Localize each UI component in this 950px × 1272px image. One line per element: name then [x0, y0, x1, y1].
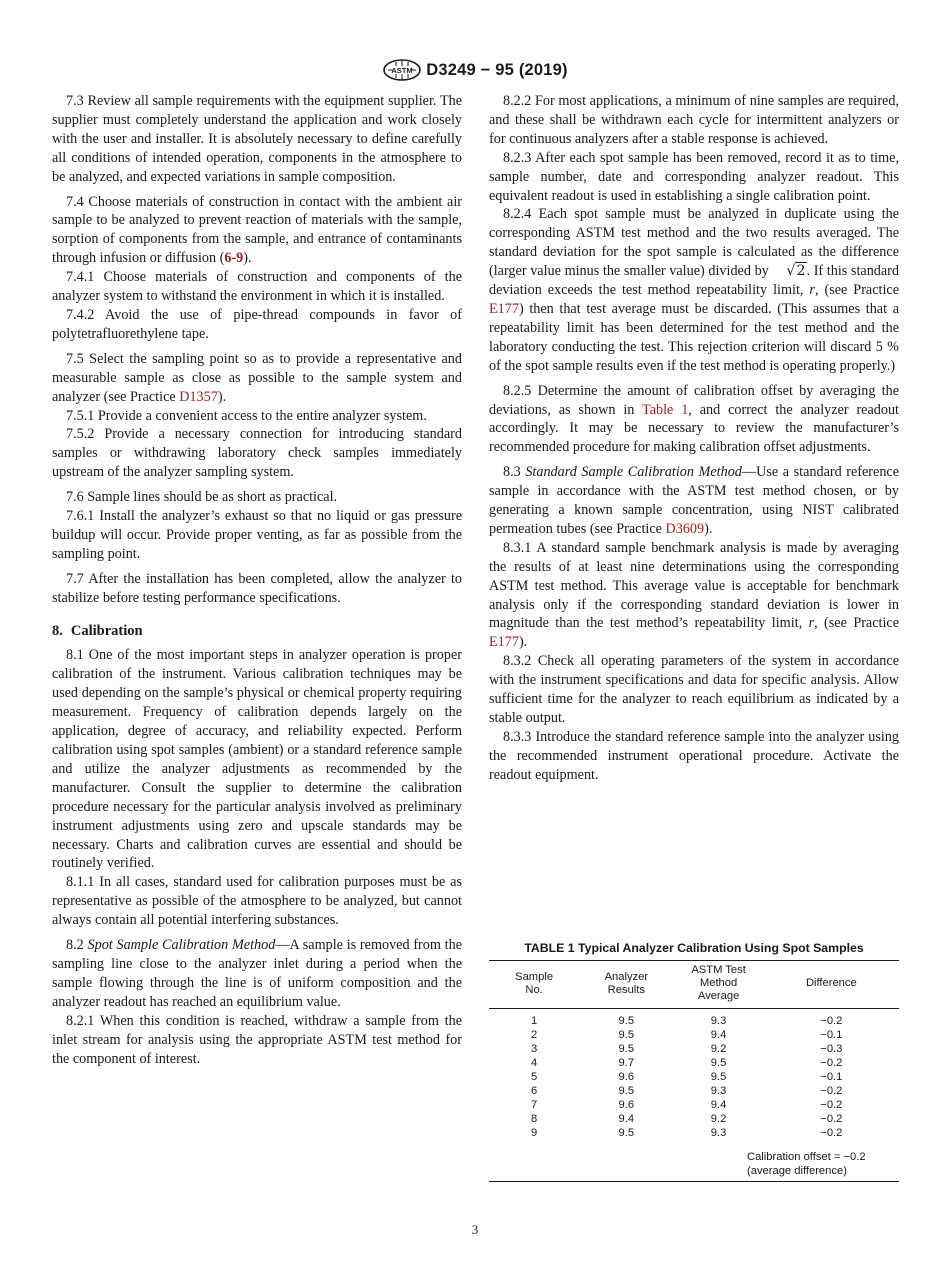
table-row: 7 9.6 9.4 −0.2	[530, 1099, 843, 1111]
table-row: 3 9.5 9.2 −0.3	[530, 1043, 843, 1055]
calibration-table	[489, 960, 899, 1140]
table-row: 6 9.5 9.3 −0.2	[530, 1085, 843, 1097]
paragraph-8-2-1: 8.2.1 When this condition is reached, withdraw a sample from the inlet stream for analysis using the appropriate ASTM test method for the component of interest.	[52, 1012, 462, 1067]
reference-link-6-9[interactable]: 6-9	[224, 250, 244, 267]
astm-logo-icon	[382, 59, 422, 81]
column-header-sample-no: Sample No.	[489, 961, 579, 1009]
paragraph-8-2-4: 8.2.4 Each spot sample must be analyzed in duplicate using the corresponding ASTM test method and the two results averaged. The standard deviation for the spot sample is calculated as the difference (larger value minus the smaller value) divided by √2. If this standard deviation exceeds the test method repeatability limit, r, (see Practice E177) then that test average must be discarded. (This assumes that a repeatability limit has been determined for the test method and the laboratory conducting the test. This rejection criterion will discard 5 % of the spot sample results even if the test method is operating properly.)	[489, 206, 899, 374]
right-column	[489, 92, 899, 785]
paragraph-8-3-1: 8.3.1 A standard sample benchmark analysis is made by averaging the results of at least nine determinations using the corresponding ASTM test method. This average value is acceptable for benchmark analysis only if the corresponding standard deviation is lower in magnitude than the test method’s repeatability limit, r, (see Practice E177).	[489, 539, 900, 651]
table-row: 4 9.7 9.5 −0.2	[530, 1057, 843, 1069]
paragraph-8-2: 8.2 Spot Sample Calibration Method—A sample is removed from the sampling line close to the analyzer inlet during a period when the sample flowing through the line is of uniform composition and the analyzer readout has reached an equilibrium value.	[52, 937, 462, 1010]
table-footnote	[489, 1140, 899, 1182]
paragraph-7-3: 7.3 Review all sample requirements with the equipment supplier. The supplier must completely understand the application and work closely with the user and installer. It is absolutely necessary to define carefully all conditions of intended operation, components in the atmosphere to be analyzed, and expected variations in sample composition.	[52, 93, 462, 185]
paragraph-8-3: 8.3 Standard Sample Calibration Method—Use a standard reference sample in accordance with the ASTM test method chosen, or by generating a known sample concentration, using NIST calibrated permeation tubes (see Practice D3609).	[489, 464, 900, 537]
page-number: 3	[471, 1222, 479, 1237]
calibration-offset-line: Calibration offset = −0.2	[747, 1151, 866, 1163]
average-difference-line: (average difference)	[747, 1165, 847, 1177]
paragraph-7-4-2: 7.4.2 Avoid the use of pipe-thread compounds in favor of polytetrafluorethylene tape.	[52, 306, 462, 342]
column-header-analyzer-results: Analyzer Results	[579, 961, 673, 1009]
paragraph-8-1-1: 8.1.1 In all cases, standard used for calibration purposes must be as representative as possible of the atmosphere to be analyzed, but cannot always contain all potential interfering substances.	[52, 874, 462, 929]
table-caption: TABLE 1 Typical Analyzer Calibration Using Spot Samples	[524, 941, 864, 955]
left-column	[52, 92, 462, 1068]
reference-link-d1357[interactable]: D1357	[179, 388, 218, 405]
paragraph-7-5: 7.5 Select the sampling point so as to provide a representative and measurable sample as close as possible to the sample system and analyzer (see Practice D1357).	[52, 350, 462, 405]
table-row: 1 9.5 9.3 −0.2	[530, 1015, 843, 1027]
svg-text:ASTM: ASTM	[391, 66, 413, 75]
table-row: 2 9.5 9.4 −0.1	[530, 1029, 843, 1041]
table-header-row	[489, 961, 899, 1009]
reference-link-table-1[interactable]: Table 1	[642, 401, 689, 418]
paragraph-8-3-2: 8.3.2 Check all operating parameters of the system in accordance with the instrument specifications and data for specific analysis. Allow sufficient time for the analyzer to reach equilibrium as indicated by a stable output.	[489, 653, 899, 726]
reference-link-d3609[interactable]: D3609	[665, 520, 705, 537]
paragraph-8-2-5: 8.2.5 Determine the amount of calibration offset by averaging the deviations, as shown in Table 1, and correct the analyzer readout accordingly. It may be necessary to review the manufacturer’s recommended procedure for making calibration offset adjustments.	[489, 382, 899, 456]
paragraph-7-6-1: 7.6.1 Install the analyzer’s exhaust so that no liquid or gas pressure buildup will occur. Provide proper venting, as far as possible from the sampling point.	[52, 508, 462, 562]
paragraph-7-4: 7.4 Choose materials of construction in contact with the ambient air sample to be analyzed to prevent reaction of materials with the sample, sorption of components from the sample, and entrance of contaminants through infusion or diffusion (6-9).	[52, 193, 462, 267]
column-header-difference: Difference	[764, 961, 899, 1009]
table-row: 8 9.4 9.2 −0.2	[530, 1113, 843, 1125]
square-root-expression: √2	[786, 263, 806, 280]
paragraph-8-3-3: 8.3.3 Introduce the standard reference sample into the analyzer using the recommended instrument operational procedure. Activate the readout equipment.	[489, 728, 899, 783]
reference-link-e177-second[interactable]: E177	[489, 634, 519, 651]
table-1	[489, 941, 899, 1182]
paragraph-8-1: 8.1 One of the most important steps in analyzer operation is proper calibration of the instrument. Various calibration techniques may be used depending on the sample’s physical or chemical property requiring measurement. Frequency of calibration depends largely on the application, degree of accuracy, and reliability expected. Perform calibration using spot samples (ambient) or a standard reference sample and utilize the analyzer adjustments as recommended by the manufacturer. Consult the supplier to determine the calibration procedure necessary for the particular analysis involved as preliminary instrument adjustments using zero and upscale standards may be necessary. Charts and calibration curves are essential and should be routinely verified.	[52, 647, 462, 872]
table-row: 9 9.5 9.3 −0.2	[530, 1127, 843, 1139]
paragraph-7-5-1: 7.5.1 Provide a convenient access to the entire analyzer system.	[66, 407, 427, 424]
column-header-astm-average: ASTM Test Method Average	[673, 961, 763, 1009]
page-header	[0, 58, 950, 82]
paragraph-8-2-2: 8.2.2 For most applications, a minimum of nine samples are required, and these shall be withdrawn each cycle for intermittent analyzers or for continuous analyzers after a stable response is achieved.	[489, 93, 899, 147]
section-heading-8: 8. Calibration	[52, 622, 143, 639]
reference-link-e177[interactable]: E177	[489, 300, 519, 317]
paragraph-7-6: 7.6 Sample lines should be as short as practical.	[66, 489, 338, 506]
document-designation: D3249 − 95 (2019)	[426, 60, 568, 79]
paragraph-7-7: 7.7 After the installation has been completed, allow the analyzer to stabilize before testing performance specifications.	[52, 570, 462, 606]
paragraph-7-4-1: 7.4.1 Choose materials of construction and components of the analyzer system to withstand the environment in which it is installed.	[52, 269, 462, 305]
table-row: 5 9.6 9.5 −0.1	[530, 1071, 843, 1083]
paragraph-8-2-3: 8.2.3 After each spot sample has been removed, record it as to time, sample number, date and corresponding analyzer readout. This equivalent readout is used in establishing a single calibration point.	[489, 149, 899, 204]
paragraph-7-5-2: 7.5.2 Provide a necessary connection for introducing standard samples or withdrawing laboratory check samples immediately upstream of the analyzer sampling system.	[52, 426, 462, 481]
